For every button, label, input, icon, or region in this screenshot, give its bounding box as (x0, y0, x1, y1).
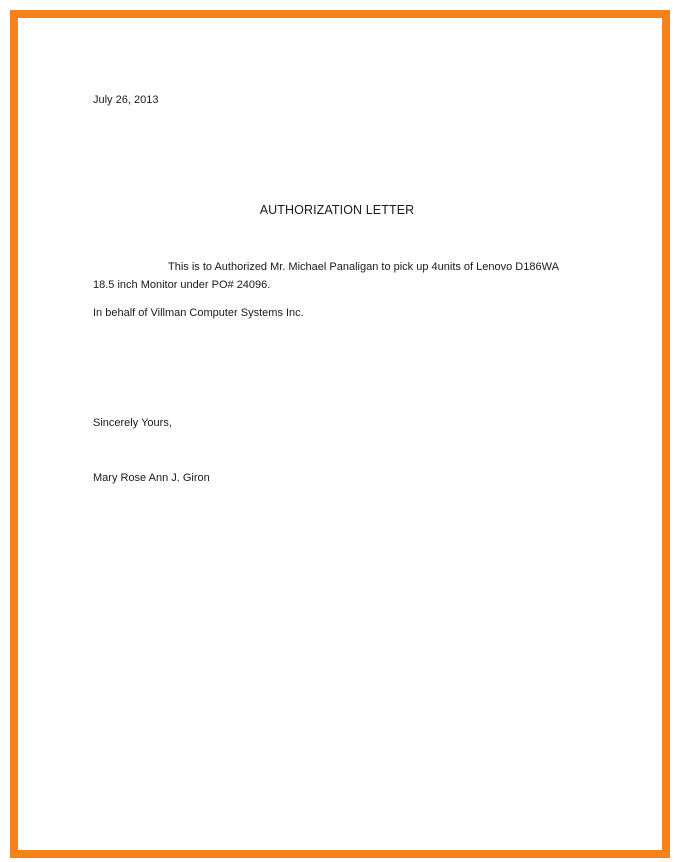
letter-date: July 26, 2013 (93, 94, 159, 106)
letter-body-line-1: This is to Authorized Mr. Michael Panaligan to pick up 4units of Lenovo D186WA (168, 261, 559, 273)
letter-title: AUTHORIZATION LETTER (259, 203, 415, 217)
letter-signer: Mary Rose Ann J. Giron (93, 472, 210, 484)
letter-closing: Sincerely Yours, (93, 417, 172, 429)
letter-body-line-3: In behalf of Villman Computer Systems Inc. (93, 307, 304, 319)
letter-body-line-2: 18.5 inch Monitor under PO# 24096. (93, 279, 271, 291)
